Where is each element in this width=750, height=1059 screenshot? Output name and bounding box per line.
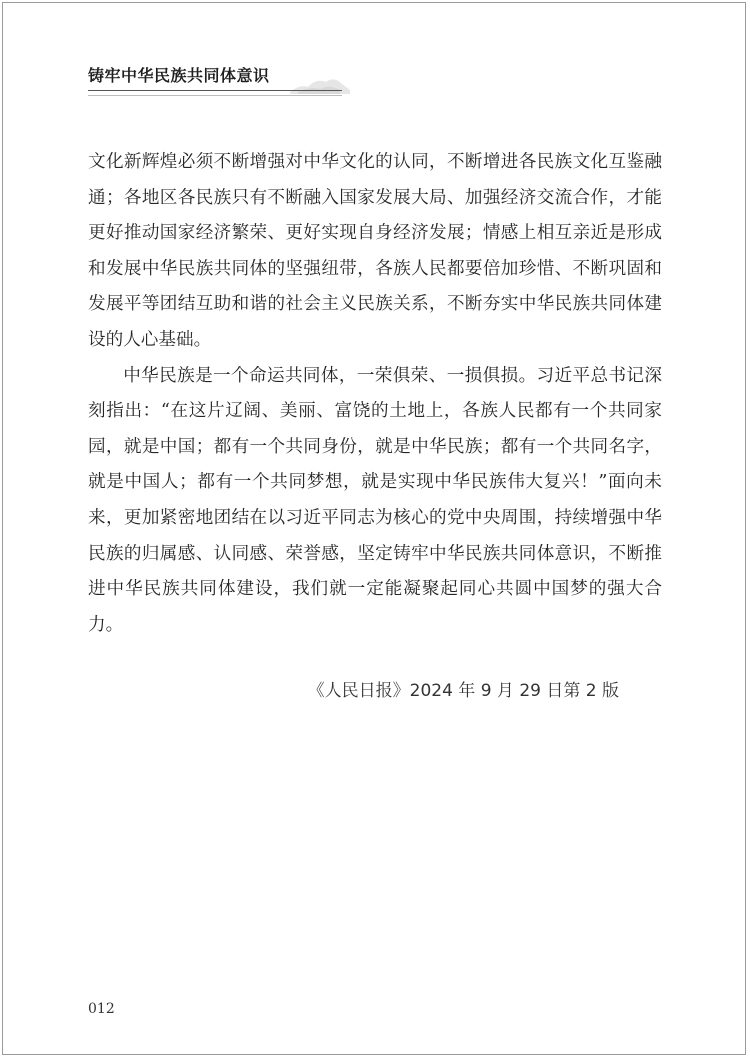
running-head-rule-thin (88, 95, 342, 96)
body-text (88, 145, 662, 643)
source-citation: 《人民日报》2024 年 9 月 29 日第 2 版 (307, 681, 619, 701)
page-number: 012 (88, 1001, 115, 1017)
paragraph-1: 文化新辉煌必须不断增强对中华文化的认同，不断增进各民族文化互鉴融通；各地区各民族只有不断融入国家发展大局、加强经济交流合作，才能更好推动国家经济繁荣、更好实现自身经济发展；情感上相互亲近是形成和发展中华民族共同体的坚强纽带，各族人民都要倍加珍惜、不断巩固和发展平等团结互助和谐的社会主义民族关系，不断夯实中华民族共同体建设的人心基础。 (88, 152, 662, 350)
running-head-rule (88, 90, 342, 91)
running-head-title: 铸牢中华民族共同体意识 (88, 66, 270, 85)
paragraph-2: 中华民族是一个命运共同体，一荣俱荣、一损俱损。习近平总书记深刻指出：“在这片辽阔、美丽、富饶的土地上，各族人民都有一个共同家园，就是中国；都有一个共同身份，就是中华民族；都有一个共同名字，就是中国人；都有一个共同梦想，就是实现中华民族伟大复兴！”面向未来，更加紧密地团结在以习近平同志为核心的党中央周围，持续增强中华民族的归属感、认同感、荣誉感，坚定铸牢中华民族共同体意识，不断推进中华民族共同体建设，我们就一定能凝聚起同心共圆中国梦的强大合力。 (88, 365, 662, 635)
